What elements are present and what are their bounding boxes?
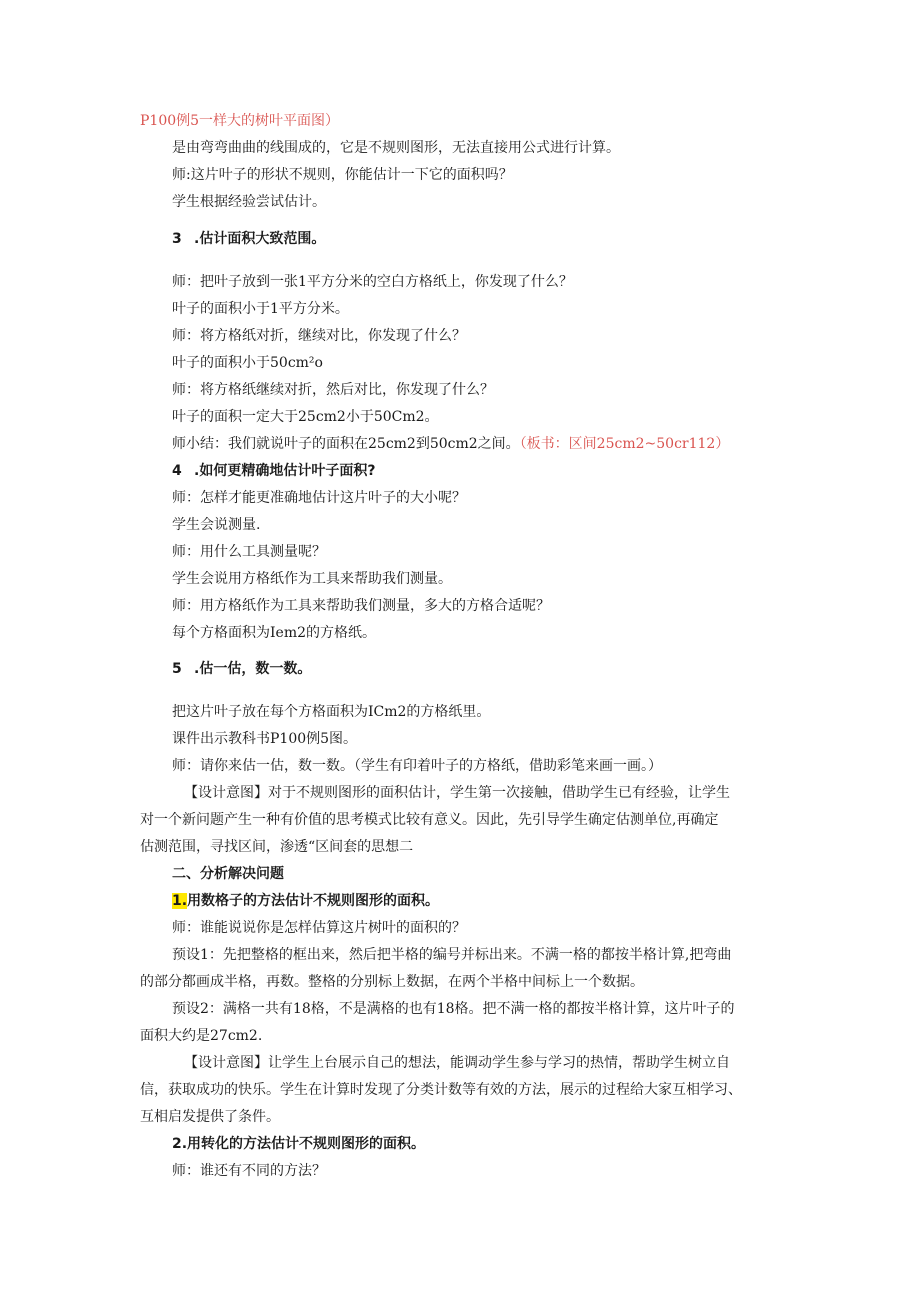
subheading-2: 2.用转化的方法估计不规则图形的面积。 <box>172 1136 426 1152</box>
heading-number: 5 <box>172 661 182 677</box>
line-paragraph: 学生会说用方格纸作为工具来帮助我们测量。 <box>172 571 452 587</box>
design-intent-line: 信，获取成功的快乐。学生在计算时发现了分类计数等有效的方法，展示的过程给大家互相学习、 <box>140 1082 742 1098</box>
line-example-ref: P100例5一样大的树叶平面图） <box>140 113 340 129</box>
line-paragraph: 师：请你来估一估，数一数。（学生有印着叶子的方格纸，借助彩笔来画一画。） <box>172 758 662 774</box>
line-paragraph: 课件出示教科书P100例5图。 <box>172 731 358 747</box>
line-paragraph: 每个方格面积为Iem2的方格纸。 <box>172 625 376 641</box>
subheading-text: 用数格子的方法估计不规则图形的面积。 <box>187 893 440 909</box>
line-paragraph: 师：把叶子放到一张1平方分米的空白方格纸上，你发现了什么？ <box>172 274 573 290</box>
line-paragraph: 师：用什么工具测量呢？ <box>172 544 326 560</box>
line-irregular-shape: 是由弯弯曲曲的线围成的，它是不规则图形，无法直接用公式进行计算。 <box>172 140 620 156</box>
heading-number: 3 <box>172 231 182 247</box>
heading-text: .估一估，数一数。 <box>194 661 312 677</box>
heading-text: .如何更精确地估计叶子面积? <box>194 463 376 479</box>
line-paragraph: 学生会说测量. <box>172 517 261 533</box>
line-paragraph: 预设1：先把整格的框出来，然后把半格的编号并标出来。不满一格的都按半格计算,把弯曲 <box>172 947 732 963</box>
line-paragraph: 师：用方格纸作为工具来帮助我们测量，多大的方格合适呢？ <box>172 598 550 614</box>
highlighted-number: 1. <box>172 893 188 909</box>
design-intent-line: 【设计意图】对于不规则图形的面积估计，学生第一次接触，借助学生已有经验，让学生 <box>184 785 730 801</box>
line-teacher-question: 师:这片叶子的形状不规则，你能估计一下它的面积吗？ <box>172 167 513 183</box>
line-paragraph: 师：将方格纸对折，继续对比，你发现了什么？ <box>172 328 466 344</box>
line-paragraph: 面积大约是27cm2. <box>140 1028 263 1044</box>
section-heading-3 <box>172 229 325 249</box>
board-note: （板书：区间25cm2~50cr112） <box>519 436 730 452</box>
line-paragraph: 师：将方格纸继续对折，然后对比，你发现了什么？ <box>172 382 494 398</box>
part-heading-analysis: 二、分析解决问题 <box>172 866 284 882</box>
line-paragraph: 师：谁还有不同的方法？ <box>172 1163 326 1179</box>
line-paragraph: 把这片叶子放在每个方格面积为ICm2的方格纸里。 <box>172 704 491 720</box>
summary-text: 师小结：我们就说叶子的面积在25cm2到50cm2之间。 <box>172 436 520 452</box>
line-paragraph: 叶子的面积小于1平方分米。 <box>172 301 349 317</box>
design-intent-line: 互相启发提供了条件。 <box>140 1109 280 1125</box>
section-heading-4 <box>172 461 375 481</box>
line-paragraph: 师：怎样才能更准确地估计这片叶子的大小呢？ <box>172 490 466 506</box>
line-paragraph: 叶子的面积一定大于25cm2小于50Cm2。 <box>172 409 439 425</box>
heading-number: 4 <box>172 463 182 479</box>
design-intent-line: 估测范围，寻找区间，渗透“区间套的思想二 <box>140 839 414 855</box>
design-intent-line: 【设计意图】让学生上台展示自己的想法，能调动学生参与学习的热情，帮助学生树立自 <box>184 1055 730 1071</box>
line-student-estimate: 学生根据经验尝试估计。 <box>172 194 326 210</box>
design-intent-line: 对一个新问题产生一种有价值的思考模式比较有意义。因此，先引导学生确定估测单位,再确定 <box>140 812 719 828</box>
line-paragraph: 的部分都画成半格，再数。整格的分别标上数据，在两个半格中间标上一个数据。 <box>140 974 644 990</box>
section-heading-5 <box>172 659 311 679</box>
line-teacher-summary <box>172 434 729 454</box>
line-paragraph: 师：谁能说说你是怎样估算这片树叶的面积的？ <box>172 920 466 936</box>
line-paragraph: 预设2：满格一共有18格，不是满格的也有18格。把不满一格的都按半格计算，这片叶子的 <box>172 1001 735 1017</box>
heading-text: .估计面积大致范围。 <box>194 231 326 247</box>
line-paragraph: 叶子的面积小于50cm²o <box>172 355 323 371</box>
subheading-1 <box>172 891 439 911</box>
